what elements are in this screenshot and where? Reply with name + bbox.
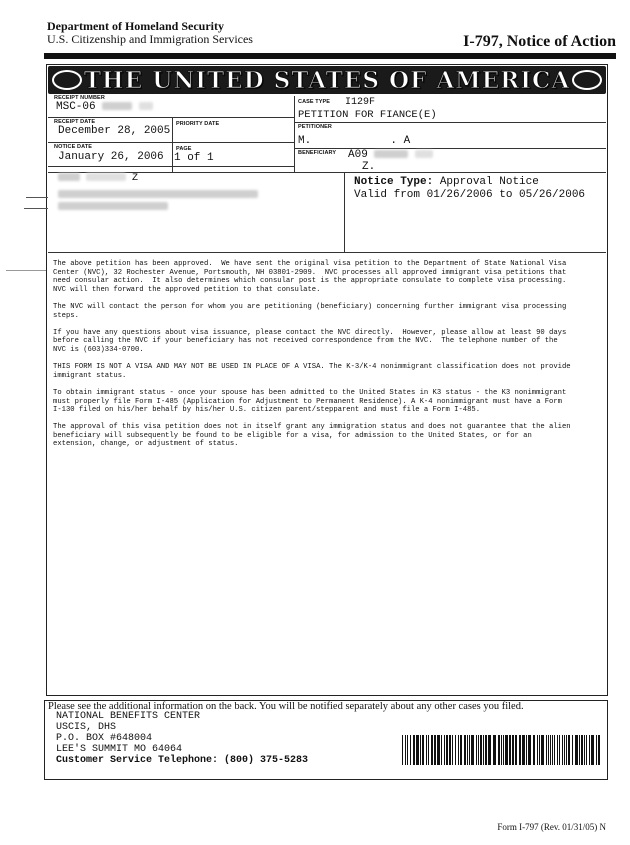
beneficiary-id-value: A09	[348, 149, 368, 161]
form-title: I-797, Notice of Action	[463, 33, 616, 50]
header-rule	[44, 53, 616, 59]
petitioner: M. . A	[298, 135, 411, 147]
grid-line	[294, 122, 606, 123]
paragraph: If you have any questions about visa issuance, please contact the NVC directly. However, please allow at least 90 days before calling the NVC if your beneficiary has not received correspondence from the NVC. The telephone number of the NVC is (603)334-0700.	[53, 328, 567, 354]
notice-date-label: NOTICE DATE	[54, 144, 92, 150]
scan-mark	[24, 208, 48, 209]
beneficiary-label: BENEFICIARY	[298, 150, 337, 156]
receipt-date-label: RECEIPT DATE	[54, 119, 96, 125]
redaction	[86, 173, 126, 181]
scan-mark	[6, 270, 46, 271]
scan-mark	[26, 197, 48, 198]
banner-text: THE UNITED STATES OF AMERICA	[83, 66, 571, 94]
form-revision: Form I-797 (Rev. 01/31/05) N	[497, 822, 606, 832]
grid-line	[344, 172, 345, 252]
grid-line	[48, 142, 294, 143]
priority-date-label: PRIORITY DATE	[176, 121, 220, 127]
receipt-number-label: RECEIPT NUMBER	[54, 95, 105, 101]
redaction	[102, 102, 132, 110]
paragraph: To obtain immigrant status - once your spouse has been admitted to the United States in K3 status - the K3 nonimmigrant must properly file Form I-485 (Application for Adjustment to Permanent Residence). A K-4 nonimmigrant must have a Form I-130 filed on his/her behalf by his/her U.S. citizen parent/stepparent and must file a Form I-485.	[53, 388, 567, 415]
case-type-description: PETITION FOR FIANCE(E)	[298, 109, 437, 121]
additional-info-note: Please see the additional information on the back. You will be notified separately about any other cases you filed.	[48, 701, 524, 712]
petitioner-label: PETITIONER	[298, 124, 333, 130]
grid-line	[48, 117, 294, 118]
grid-line	[294, 96, 295, 172]
paragraph: The NVC will contact the person for whom you are petitioning (beneficiary) concerning further immigrant visa processing steps.	[53, 302, 567, 320]
redaction	[374, 150, 408, 158]
flourish-right-icon	[572, 70, 602, 90]
address-line: NATIONAL BENEFITS CENTER	[56, 711, 201, 722]
address-line: LEE'S SUMMIT MO 64064	[56, 744, 183, 755]
grid-line	[294, 148, 606, 149]
receipt-date: December 28, 2005	[58, 125, 171, 137]
notice-type-label: Notice Type:	[354, 176, 434, 188]
validity-period: Valid from 01/26/2006 to 05/26/2006	[354, 189, 586, 201]
agency-block	[47, 20, 253, 46]
agency-subname: U.S. Citizenship and Immigration Services	[47, 32, 253, 46]
addressee-name	[58, 173, 138, 184]
receipt-number-value: MSC-06	[56, 101, 96, 113]
page-label: PAGE	[176, 146, 192, 152]
address-line: P.O. BOX #648004	[56, 733, 153, 744]
paragraph: The above petition has been approved. We have sent the original visa petition to the Department of State National Visa Center (NVC), 32 Rochester Avenue, Portsmouth, NH 03801-2909. NVC processes all approved immigrant visa petitions that need consular action. It also determines which consular post is the appropriate consulate to complete visa processing. NVC will then forward the approved petition to that consulate.	[53, 260, 567, 294]
notice-body	[53, 260, 601, 458]
grid-line	[172, 117, 173, 172]
receipt-number	[56, 101, 153, 113]
notice-type-block	[354, 176, 585, 202]
beneficiary-name: Z.	[362, 161, 376, 173]
addressee-suffix: Z	[132, 173, 139, 184]
agency-name: Department of Homeland Security	[47, 19, 224, 33]
redaction	[415, 150, 433, 158]
return-address	[56, 711, 308, 766]
redaction	[139, 102, 153, 110]
barcode-icon	[402, 735, 600, 765]
notice-date: January 26, 2006	[58, 151, 164, 163]
case-type-label: CASE TYPE	[298, 99, 331, 105]
paragraph: THIS FORM IS NOT A VISA AND MAY NOT BE USED IN PLACE OF A VISA. The K-3/K-4 nonimmigrant classification does not provide immigrant status.	[53, 363, 571, 380]
beneficiary-id	[348, 149, 433, 161]
addressee-city	[58, 197, 168, 215]
case-type: I129F	[345, 97, 376, 108]
address-line: USCIS, DHS	[56, 722, 117, 733]
redaction	[58, 173, 80, 181]
notice-type-value: Approval Notice	[439, 176, 539, 188]
redaction	[58, 202, 168, 210]
banner	[48, 66, 606, 94]
page-count: 1 of 1	[174, 152, 214, 164]
customer-service-phone: Customer Service Telephone: (800) 375-5283	[56, 755, 309, 766]
paragraph: The approval of this visa petition does not in itself grant any immigration status and does not guarantee that the alien beneficiary will subsequently be found to be eligible for a visa, for admission to the United States, or for an extension, change, or adjustment of status.	[53, 423, 571, 449]
grid-line	[48, 166, 294, 167]
grid-line	[48, 252, 606, 253]
